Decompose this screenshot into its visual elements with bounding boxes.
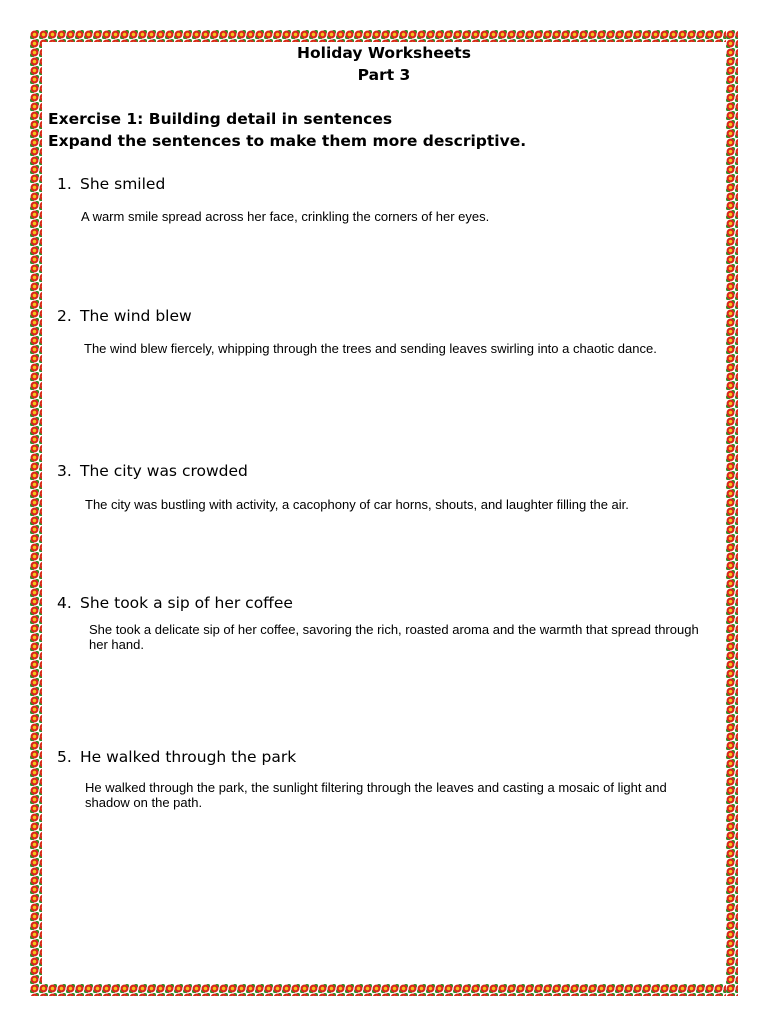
exercise-item-4-answer: She took a delicate sip of her coffee, savoring the rich, roasted aroma and the warmth that spread through her hand. <box>89 622 699 652</box>
page-title: Holiday Worksheets <box>297 44 471 62</box>
decorative-border-left <box>30 30 42 996</box>
item-prompt-text: He walked through the park <box>80 748 297 766</box>
exercise-item-2-answer: The wind blew fiercely, whipping through the trees and sending leaves swirling into a chaotic dance. <box>84 341 657 356</box>
exercise-item-1-prompt <box>57 175 165 193</box>
item-number: 5. <box>57 748 72 766</box>
decorative-border-top <box>30 30 738 42</box>
exercise-heading: Exercise 1: Building detail in sentences <box>48 110 393 128</box>
item-number: 1. <box>57 175 72 193</box>
exercise-item-5-answer: He walked through the park, the sunlight filtering through the leaves and casting a mosaic of light and shadow on the path. <box>85 780 667 810</box>
exercise-item-3-answer: The city was bustling with activity, a cacophony of car horns, shouts, and laughter filling the air. <box>85 497 629 512</box>
item-prompt-text: The city was crowded <box>80 462 248 480</box>
item-prompt-text: She took a sip of her coffee <box>80 594 293 612</box>
decorative-border-bottom <box>30 984 738 996</box>
decorative-border-right <box>726 30 738 996</box>
exercise-item-4-prompt <box>57 594 293 612</box>
page-subtitle: Part 3 <box>357 66 411 84</box>
exercise-item-1-answer: A warm smile spread across her face, crinkling the corners of her eyes. <box>81 209 490 224</box>
exercise-item-2-prompt <box>57 307 192 325</box>
exercise-instruction: Expand the sentences to make them more descriptive. <box>48 132 527 150</box>
item-number: 3. <box>57 462 72 480</box>
item-number: 4. <box>57 594 72 612</box>
exercise-item-3-prompt <box>57 462 248 480</box>
item-prompt-text: She smiled <box>80 175 166 193</box>
item-prompt-text: The wind blew <box>80 307 192 325</box>
exercise-item-5-prompt <box>57 748 296 766</box>
item-number: 2. <box>57 307 72 325</box>
